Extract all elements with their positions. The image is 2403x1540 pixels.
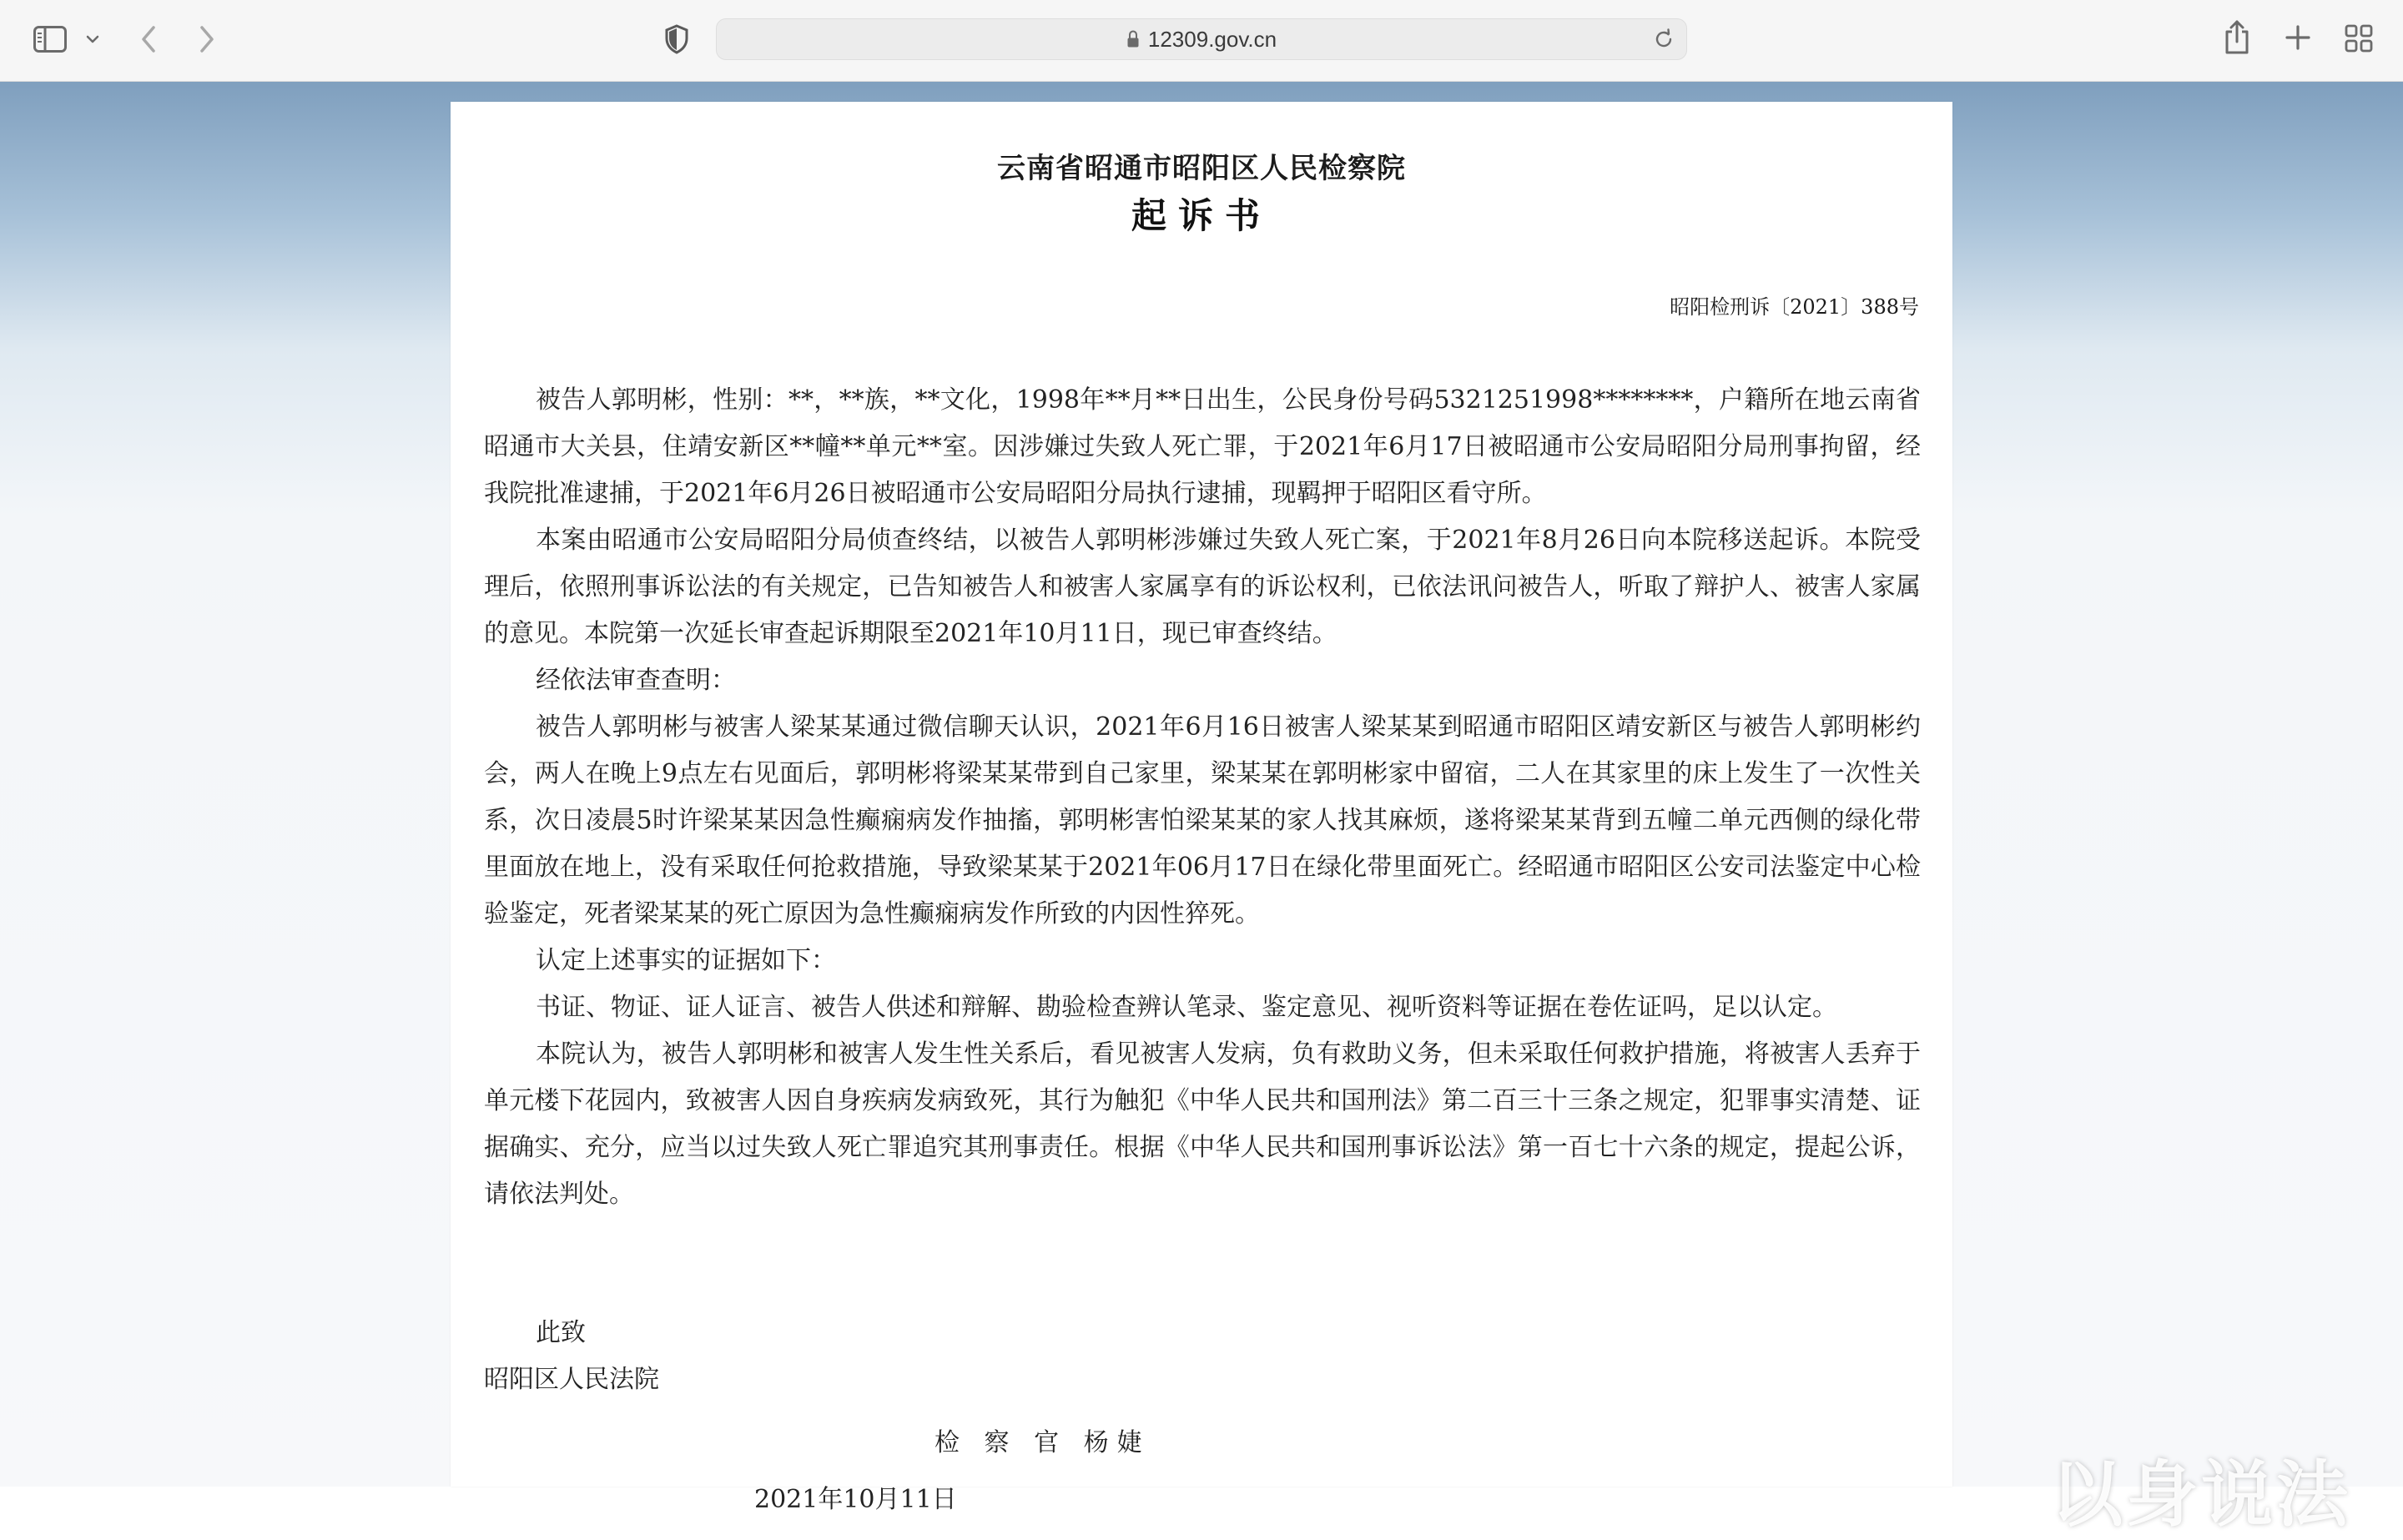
paragraph-conclusion: 本院认为，被告人郭明彬和被害人发生性关系后，看见被害人发病，负有救助义务，但未采取任何救护措施，将被害人丢弃于单元楼下花园内，致被害人因自身疾病发病致死，其行为触犯《中华人民共和国刑法》第二百三十三条之规定，犯罪事实清楚、证据确实、充分，应当以过失致人死亡罪追究其刑事责任。根据《中华人民共和国刑事诉讼法》第一百七十六条的规定，提起公诉，请依法判处。 [484, 1039, 1921, 1209]
indictment-document [451, 102, 1952, 1514]
watermark-text: 以身说法 [2051, 1453, 2351, 1537]
forward-icon[interactable] [197, 23, 217, 55]
paragraph-case-procedure: 本案由昭通市公安局昭阳分局侦查终结，以被告人郭明彬涉嫌过失致人死亡案，于2021年8月26日向本院移送起诉。本院受理后，依照刑事诉讼法的有关规定，已告知被告人和被害人家属享有的诉讼权利，已依法讯问被告人，听取了辩护人、被害人家属的意见。本院第一次延长审查起诉期限至2021年10月11日，现已审查终结。 [484, 526, 1921, 648]
paragraph-defendant-info: 被告人郭明彬，性别：**，**族，**文化，1998年**月**日出生，公民身份号码5321251998********，户籍所在地云南省昭通市大关县，住靖安新区**幢**单元**室。因涉嫌过失致人死亡罪，于2021年6月17日被昭通市公安局昭阳分局刑事拘留，经我院批准逮捕，于2021年6月26日被昭通市公安局昭阳分局执行逮捕，现羁押于昭阳区看守所。 [484, 385, 1921, 508]
plus-icon[interactable] [2285, 24, 2311, 51]
reload-icon[interactable] [1653, 28, 1675, 50]
paragraph-evidence-heading: 认定上述事实的证据如下： [536, 946, 836, 975]
browser-toolbar [0, 0, 2403, 82]
closing-block [484, 1310, 659, 1403]
document-body [484, 377, 1921, 1218]
recipient-court: 昭阳区人民法院 [484, 1365, 659, 1394]
signature-date: 2021年10月11日 [754, 1485, 957, 1514]
paragraph-findings-heading: 经依法审查查明： [536, 666, 736, 695]
shield-icon[interactable] [664, 24, 689, 54]
address-bar[interactable] [716, 18, 1687, 60]
chevron-down-icon[interactable] [85, 33, 100, 45]
agency-name: 云南省昭通市昭阳区人民检察院 [997, 152, 1406, 185]
tab-grid-icon[interactable] [2345, 24, 2373, 53]
paragraph-facts: 被告人郭明彬与被害人梁某某通过微信聊天认识，2021年6月16日被害人梁某某到昭通市昭阳区靖安新区与被告人郭明彬约会，两人在晚上9点左右见面后，郭明彬将梁某某带到自己家里，梁某某在郭明彬家中留宿，二人在其家里的床上发生了一次性关系，次日凌晨5时许梁某某因急性癫痫病发作抽搐，郭明彬害怕梁某某的家人找其麻烦，遂将梁某某背到五幢二单元西侧的绿化带里面放在地上，没有采取任何抢救措施，导致梁某某于2021年06月17日在绿化带里面死亡。经昭通市昭阳区公安司法鉴定中心检验鉴定，死者梁某某的死亡原因为急性癫痫病发作所致的内因性猝死。 [484, 712, 1921, 929]
address-content [717, 19, 1686, 59]
prosecutor-signature: 检 察 官 杨婕 [934, 1428, 1151, 1457]
share-icon[interactable] [2223, 18, 2251, 55]
paragraph-evidence: 书证、物证、证人证言、被告人供述和辩解、勘验检查辨认笔录、鉴定意见、视听资料等证据在卷佐证吗，足以认定。 [536, 993, 1837, 1022]
page-viewport [0, 82, 2403, 1537]
salutation: 此致 [536, 1318, 586, 1347]
document-title: 起诉书 [1131, 195, 1272, 236]
url-text: 12309.gov.cn [1147, 26, 1277, 52]
document-number: 昭阳检刑诉〔2021〕388号 [1670, 295, 1919, 319]
lock-icon [1126, 30, 1140, 48]
sidebar-icon[interactable] [33, 26, 67, 53]
back-icon[interactable] [139, 23, 159, 55]
